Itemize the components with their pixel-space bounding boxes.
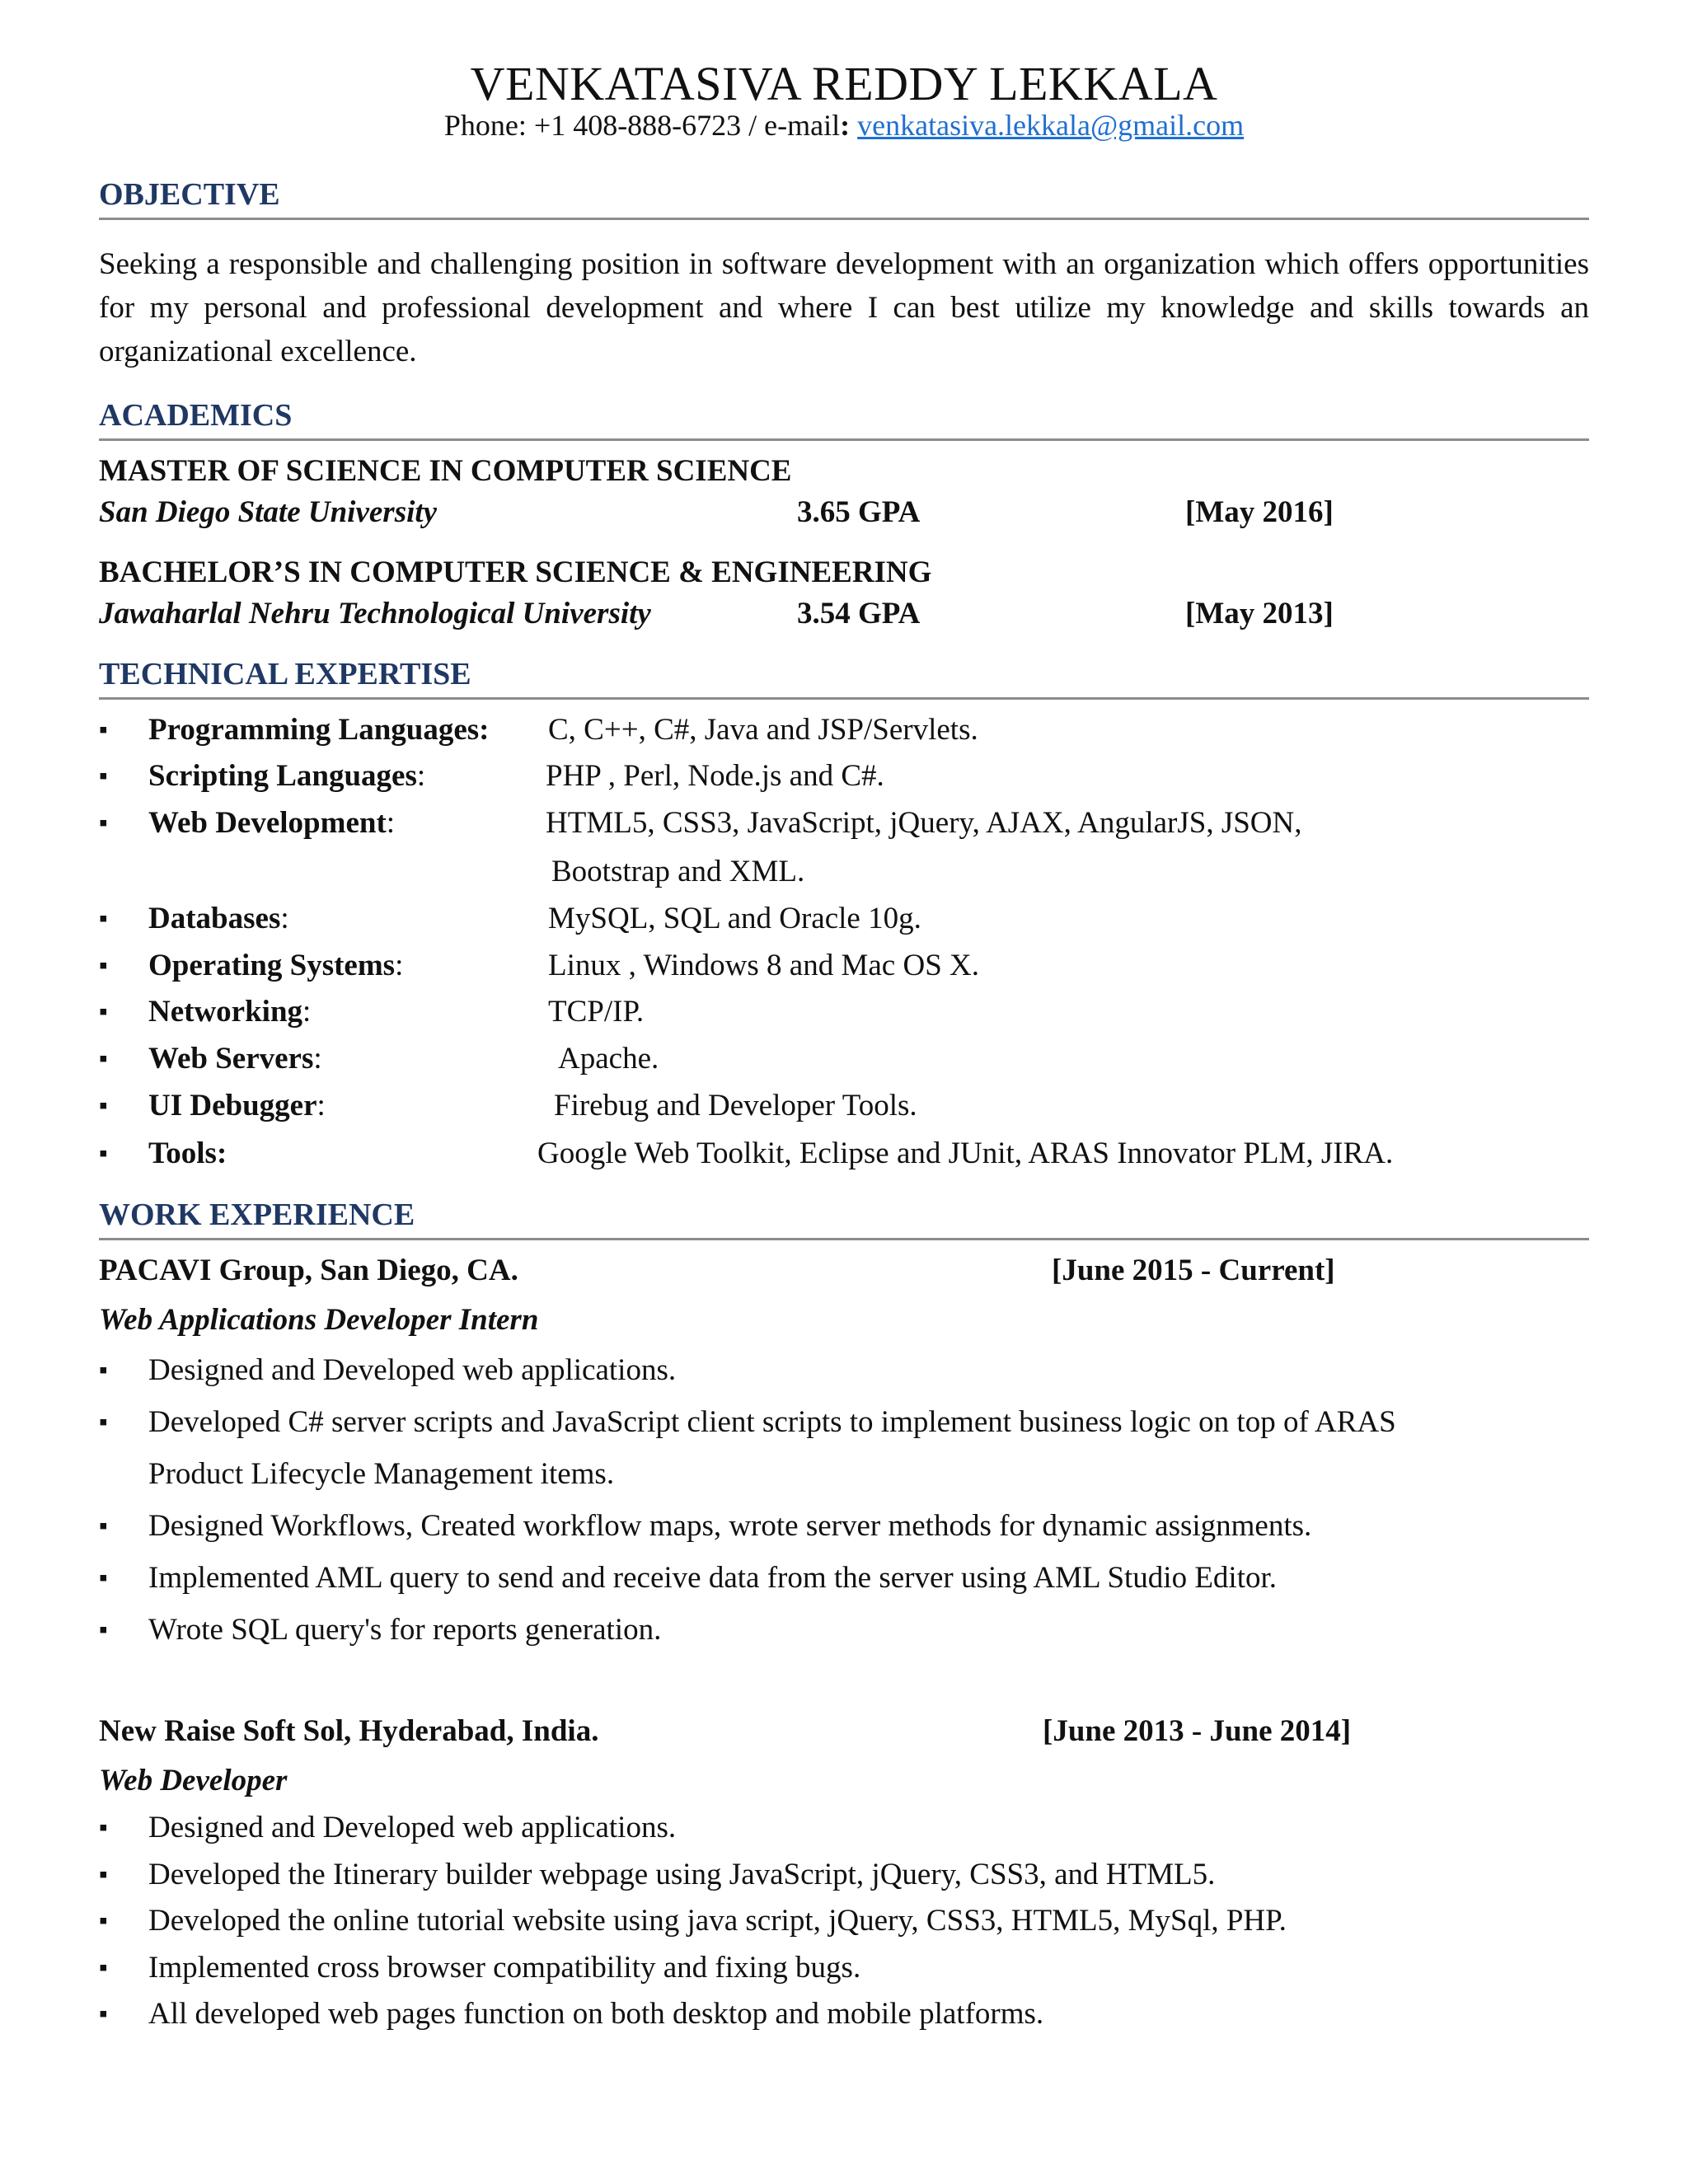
school-jntu: Jawaharlal Nehru Technological University xyxy=(99,597,651,630)
date-ms: [May 2016] xyxy=(1185,495,1334,529)
skill-label: Databases: xyxy=(148,902,289,935)
skill-value: Firebug and Developer Tools. xyxy=(554,1089,917,1122)
bullet-marker: ▪ xyxy=(99,998,108,1025)
email-colon: : xyxy=(840,109,858,142)
phone-number: +1 408-888-6723 xyxy=(533,109,742,142)
skill-value: Linux , Windows 8 and Mac OS X. xyxy=(548,949,979,982)
skill-value: C, C++, C#, Java and JSP/Servlets. xyxy=(548,713,978,747)
job-title: Web Applications Developer Intern xyxy=(99,1303,539,1337)
skill-value: Apache. xyxy=(558,1042,659,1076)
work-heading: WORK EXPERIENCE xyxy=(99,1195,1589,1240)
contact-line xyxy=(0,105,1688,145)
job-bullet: Designed Workflows, Created workflow maps, wrote server methods for dynamic assignments. xyxy=(148,1509,1312,1543)
objective-heading: OBJECTIVE xyxy=(99,175,1589,220)
bullet-marker: ▪ xyxy=(99,762,108,790)
bullet-marker: ▪ xyxy=(99,1357,108,1384)
skill-label: Web Servers: xyxy=(148,1042,322,1076)
bullet-marker: ▪ xyxy=(99,1861,108,1888)
skill-label: Programming Languages: xyxy=(148,713,490,747)
bullet-marker: ▪ xyxy=(99,1616,108,1643)
bullet-marker: ▪ xyxy=(99,1140,108,1167)
skill-value: PHP , Perl, Node.js and C#. xyxy=(546,759,884,793)
gpa-bs: 3.54 GPA xyxy=(797,597,921,630)
technical-heading: TECHNICAL EXPERTISE xyxy=(99,654,1589,700)
gpa-ms: 3.65 GPA xyxy=(797,495,921,529)
skill-label: Networking: xyxy=(148,995,312,1029)
job-company: New Raise Soft Sol, Hyderabad, India. xyxy=(99,1714,599,1748)
job-bullet: Developed C# server scripts and JavaScript client scripts to implement business logic on top of ARAS xyxy=(148,1405,1396,1439)
job-date: [June 2015 - Current] xyxy=(1052,1254,1335,1287)
skill-label: Operating Systems: xyxy=(148,949,404,982)
skill-label: Web Development: xyxy=(148,806,396,840)
job-title: Web Developer xyxy=(99,1764,288,1797)
skill-value: Google Web Toolkit, Eclipse and JUnit, ARAS Innovator PLM, JIRA. xyxy=(537,1137,1394,1170)
skill-label: UI Debugger: xyxy=(148,1089,326,1122)
job-bullet: Designed and Developed web applications. xyxy=(148,1811,677,1844)
job-bullet: Implemented cross browser compatibility and fixing bugs. xyxy=(148,1951,861,1985)
date-bs: [May 2013] xyxy=(1185,597,1334,630)
skill-value: HTML5, CSS3, JavaScript, jQuery, AJAX, AngularJS, JSON, xyxy=(546,806,1302,840)
bullet-marker: ▪ xyxy=(99,952,108,979)
bullet-marker: ▪ xyxy=(99,1092,108,1119)
bullet-marker: ▪ xyxy=(99,1564,108,1591)
objective-text: Seeking a responsible and challenging position in software development with an organization which offers opportunities for my personal and professional development and where I can best utilize my knowledge and skills towards an organizational excellence. xyxy=(99,247,1589,368)
skill-value: MySQL, SQL and Oracle 10g. xyxy=(548,902,921,935)
bullet-marker: ▪ xyxy=(99,1512,108,1540)
email-label: / e-mail xyxy=(741,109,841,142)
skill-label: Tools: xyxy=(148,1137,227,1170)
bullet-marker: ▪ xyxy=(99,809,108,837)
job-bullet: Wrote SQL query's for reports generation. xyxy=(148,1613,662,1647)
bullet-marker: ▪ xyxy=(99,905,108,932)
job-bullet: Developed the online tutorial website using java script, jQuery, CSS3, HTML5, MySql, PHP. xyxy=(148,1904,1287,1938)
job-bullet: All developed web pages function on both desktop and mobile platforms. xyxy=(148,1997,1044,2031)
email-link[interactable]: venkatasiva.lekkala@gmail.com xyxy=(857,109,1245,142)
bullet-marker: ▪ xyxy=(99,716,108,743)
bullet-marker: ▪ xyxy=(99,1408,108,1436)
skill-value: TCP/IP. xyxy=(548,995,645,1029)
degree-ms: MASTER OF SCIENCE IN COMPUTER SCIENCE xyxy=(99,454,792,488)
job-company: PACAVI Group, San Diego, CA. xyxy=(99,1254,518,1287)
job-bullet-continued: Product Lifecycle Management items. xyxy=(148,1457,615,1491)
school-sdsu: San Diego State University xyxy=(99,495,438,529)
bullet-marker: ▪ xyxy=(99,1814,108,1841)
bullet-marker: ▪ xyxy=(99,1954,108,1981)
bullet-marker: ▪ xyxy=(99,1045,108,1072)
degree-bs: BACHELOR’S IN COMPUTER SCIENCE & ENGINEERING xyxy=(99,555,932,589)
candidate-name: VENKATASIVA REDDY LEKKALA xyxy=(470,57,1218,110)
job-date: [June 2013 - June 2014] xyxy=(1043,1714,1352,1748)
bullet-marker: ▪ xyxy=(99,1907,108,1934)
job-bullet: Implemented AML query to send and receive data from the server using AML Studio Editor. xyxy=(148,1561,1278,1595)
bullet-marker: ▪ xyxy=(99,2000,108,2027)
skill-value-continued: Bootstrap and XML. xyxy=(551,855,805,888)
job-bullet: Developed the Itinerary builder webpage using JavaScript, jQuery, CSS3, and HTML5. xyxy=(148,1858,1216,1891)
phone-label: Phone: xyxy=(443,109,534,142)
skill-label: Scripting Languages: xyxy=(148,759,426,793)
academics-heading: ACADEMICS xyxy=(99,396,1589,441)
job-bullet: Designed and Developed web applications. xyxy=(148,1353,677,1387)
